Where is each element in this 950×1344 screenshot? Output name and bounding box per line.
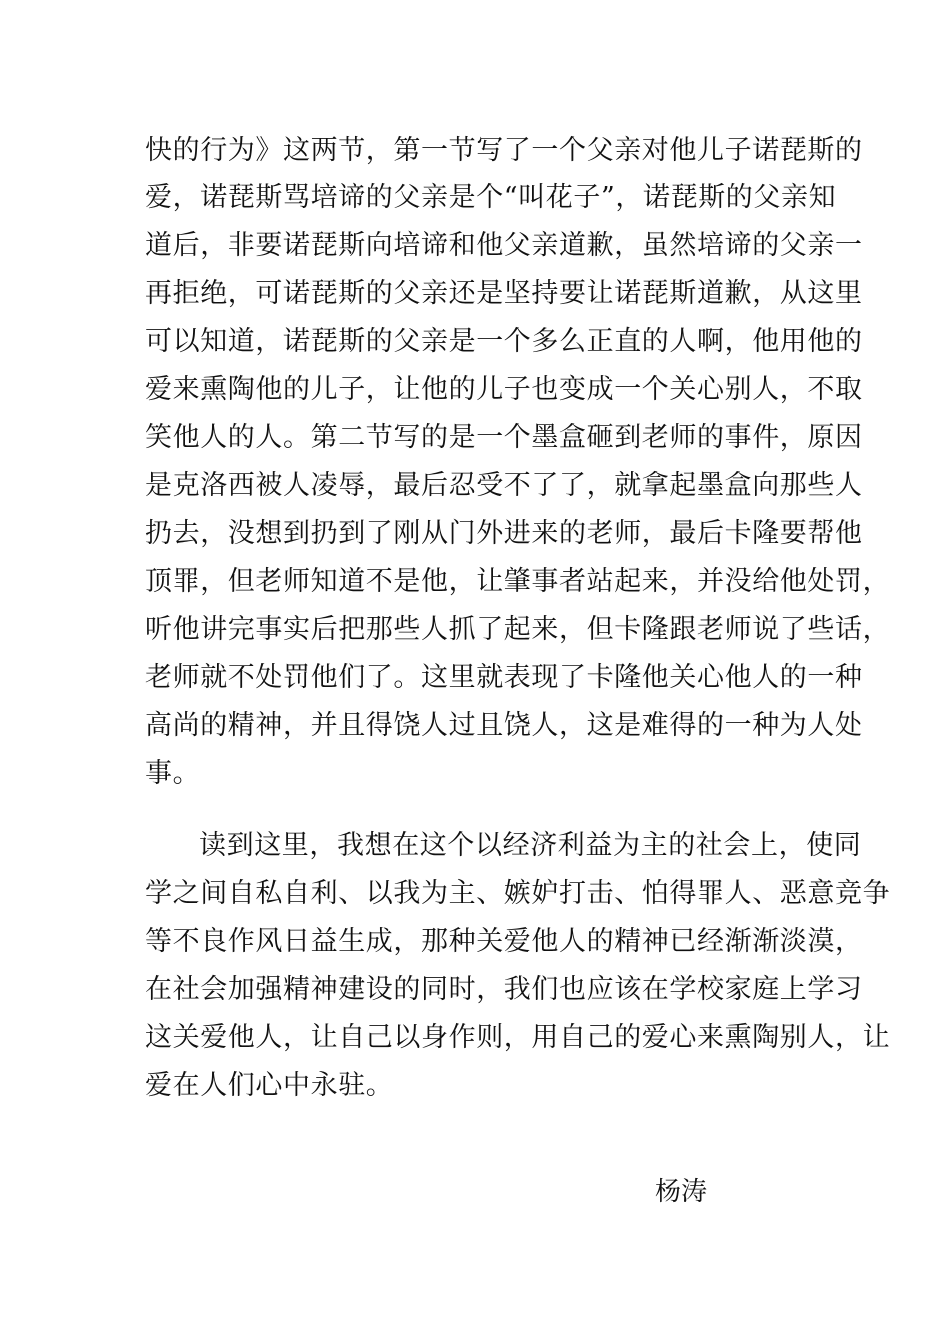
paragraph-2-line-5: 这关爱他人，让自己以身作则，用自己的爱心来熏陶别人，让 [145, 1022, 891, 1053]
paragraph-1-line-8: 是克洛西被人凌辱，最后忍受不了了，就拿起墨盒向那些人 [145, 470, 863, 501]
paragraph-1-line-3: 道后，非要诺琵斯向培谛和他父亲道歉，虽然培谛的父亲一 [145, 230, 863, 261]
paragraph-2-line-3: 等不良作风日益生成，那种关爱他人的精神已经渐渐淡漠， [145, 926, 863, 957]
paragraph-1-line-10: 顶罪，但老师知道不是他，让肇事者站起来，并没给他处罚， [145, 566, 891, 597]
paragraph-2-line-6: 爱在人们心中永驻。 [145, 1070, 394, 1101]
paragraph-2-line-4: 在社会加强精神建设的同时，我们也应该在学校家庭上学习 [145, 974, 863, 1005]
paragraph-1-line-1: 快的行为》这两节，第一节写了一个父亲对他儿子诺琵斯的 [145, 135, 863, 166]
paragraph-1-line-6: 爱来熏陶他的儿子，让他的儿子也变成一个关心别人，不取 [145, 374, 863, 405]
paragraph-1-line-4: 再拒绝，可诺琵斯的父亲还是坚持要让诺琵斯道歉，从这里 [145, 278, 863, 309]
paragraph-1-line-14: 事。 [145, 758, 201, 789]
paragraph-1-line-2: 爱，诺琵斯骂培谛的父亲是个“叫花子”，诺琵斯的父亲知 [145, 182, 837, 213]
paragraph-1-line-7: 笑他人的人。第二节写的是一个墨盒砸到老师的事件，原因 [145, 422, 863, 453]
paragraph-2-line-1: 读到这里，我想在这个以经济利益为主的社会上，使同 [199, 830, 862, 861]
paragraph-1-line-13: 高尚的精神，并且得饶人过且饶人，这是难得的一种为人处 [145, 710, 863, 741]
paragraph-1-line-12: 老师就不处罚他们了。这里就表现了卡隆他关心他人的一种 [145, 662, 863, 693]
paragraph-1-line-9: 扔去，没想到扔到了刚从门外进来的老师，最后卡隆要帮他 [145, 518, 863, 549]
paragraph-1-line-11: 听他讲完事实后把那些人抓了起来，但卡隆跟老师说了些话， [145, 614, 891, 645]
author-signature: 杨涛 [655, 1177, 708, 1207]
paragraph-1-line-5: 可以知道，诺琵斯的父亲是一个多么正直的人啊，他用他的 [145, 326, 863, 357]
paragraph-2-line-2: 学之间自私自利、以我为主、嫉妒打击、怕得罪人、恶意竞争 [145, 878, 891, 909]
